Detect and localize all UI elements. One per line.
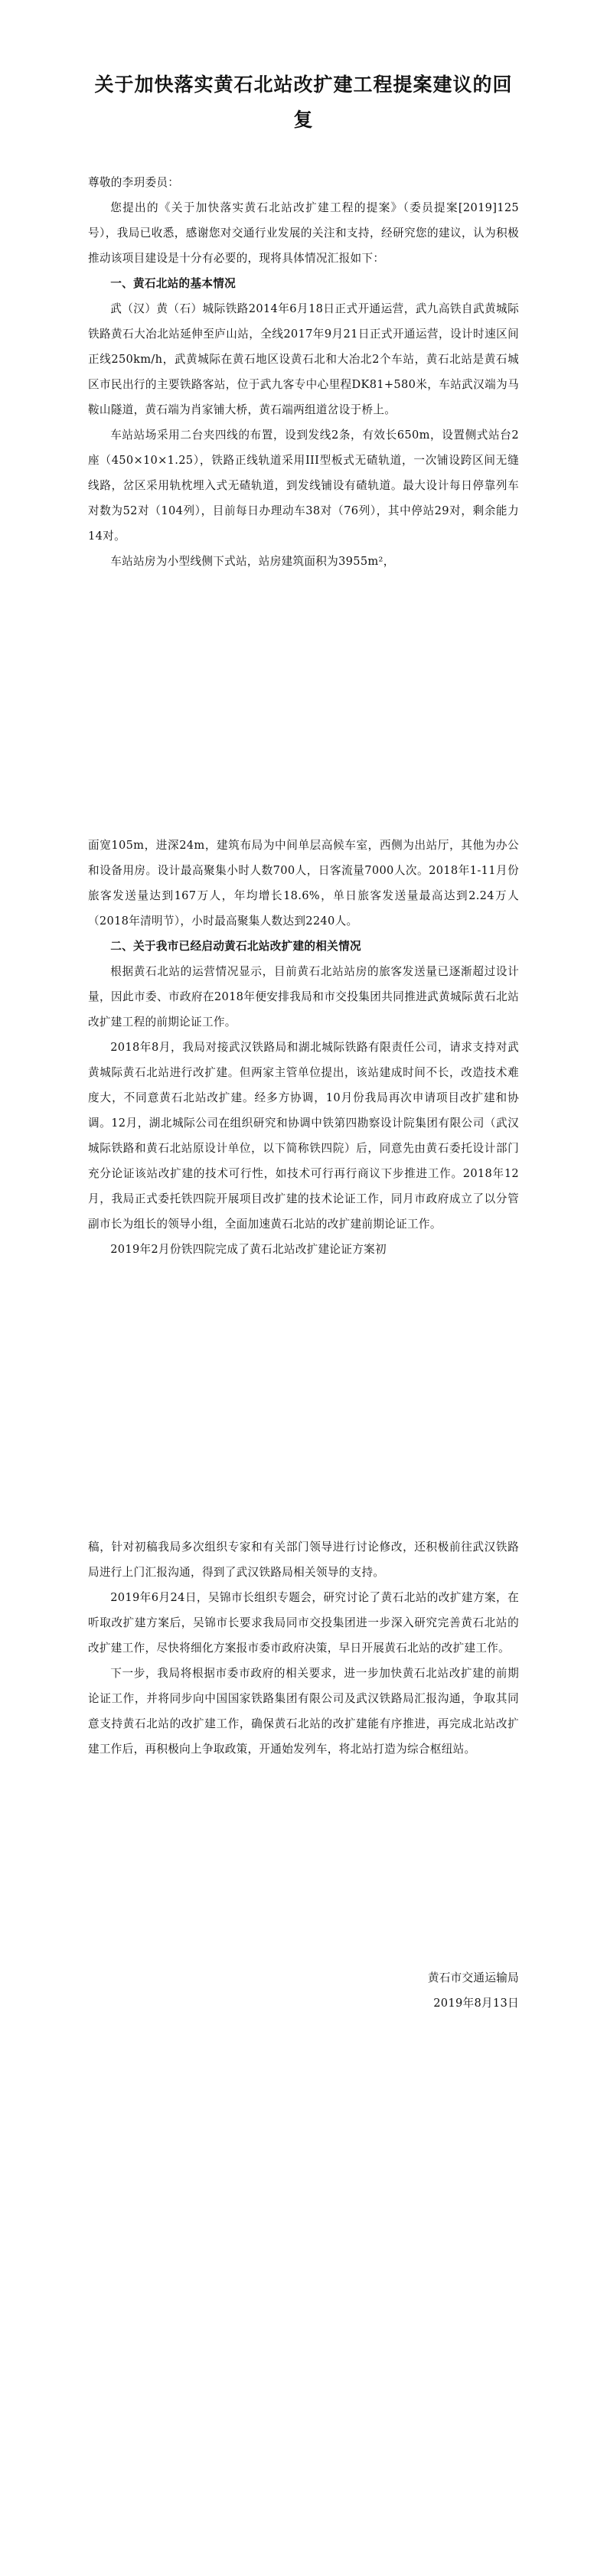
signature-organization: 黄石市交通运输局 [427, 1971, 519, 1984]
section-1-paragraph-1: 武（汉）黄（石）城际铁路2014年6月18日正式开通运营，武九高铁自武黄城际铁路黄石大冶北站延伸至庐山站，全线2017年9月21日正式开通运营，设计时速区间正线250km/h，武黄城际在黄石地区设黄石北和大冶北2个车站，黄石北站是黄石城区市民出行的主要铁路客站，位于武九客专中心里程DK81+580米，车站武汉端为马鞍山隧道，黄石端为肖家铺大桥，黄石端两组道岔设于桥上。 [88, 302, 519, 416]
section-1-paragraph-3-start: 车站站房为小型线侧下式站，站房建筑面积为3955m²， [110, 555, 395, 568]
section-1-heading: 一、黄石北站的基本情况 [110, 277, 237, 290]
section-2-paragraph-4: 2019年6月24日，吴锦市长组织专题会，研究讨论了黄石北站的改扩建方案，在听取改扩建方案后，吴锦市长要求我局同市交投集团进一步深入研究完善黄石北站的改扩建工作，尽快将细化方案报市委市政府决策，早日开展黄石北站的改扩建工作。 [88, 1591, 519, 1655]
document-title: 关于加快落实黄石北站改扩建工程提案建议的回复 [94, 73, 513, 131]
signature-date: 2019年8月13日 [433, 1997, 519, 2010]
content-page-2 [88, 833, 519, 1262]
content-page-3 [88, 1534, 519, 1762]
section-2-paragraph-3-start: 2019年2月份铁四院完成了黄石北站改扩建论证方案初 [110, 1243, 387, 1256]
section-2-heading: 二、关于我市已经启动黄石北站改扩建的相关情况 [110, 940, 361, 953]
section-2-paragraph-3-continued: 稿，针对初稿我局多次组织专家和有关部门领导进行讨论修改，还积极前往武汉铁路局进行上门汇报沟通，得到了武汉铁路局相关领导的支持。 [88, 1541, 519, 1579]
intro-paragraph: 您提出的《关于加快落实黄石北站改扩建工程的提案》（委员提案[2019]125号），我局已收悉，感谢您对交通行业发展的关注和支持，经研究您的建议，认为积极推动该项目建设是十分有必要的，现将具体情况汇报如下： [88, 201, 519, 265]
section-2-paragraph-5: 下一步，我局将根据市委市政府的相关要求，进一步加快黄石北站改扩建的前期论证工作，并将同步向中国国家铁路集团有限公司及武汉铁路局汇报沟通，争取其同意支持黄石北站的改扩建工作，确保黄石北站的改扩建能有序推进，再完成北站改扩建工作后，再积极向上争取政策，开通始发列车，将北站打造为综合枢纽站。 [88, 1667, 519, 1756]
content-page-1 [88, 170, 519, 574]
section-2-paragraph-1: 根据黄石北站的运营情况显示，目前黄石北站站房的旅客发送量已逐渐超过设计量，因此市委、市政府在2018年便安排我局和市交投集团共同推进武黄城际黄石北站改扩建工程的前期论证工作。 [88, 965, 519, 1029]
section-1-paragraph-3-continued: 面宽105m，进深24m，建筑布局为中间单层高候车室，西侧为出站厅，其他为办公和设备用房。设计最高聚集小时人数700人，日客流量7000人次。2018年1-11月份旅客发送量达到167万人，年均增长18.6%，单日旅客发送量最高达到2.24万人（2018年清明节），小时最高聚集人数达到2240人。 [88, 839, 519, 928]
section-1-paragraph-2: 车站站场采用二台夹四线的布置，设到发线2条，有效长650m，设置侧式站台2座（450×10×1.25），铁路正线轨道采用III型板式无碴轨道，一次铺设跨区间无缝线路，岔区采用轨枕埋入式无碴轨道，到发线铺设有碴轨道。最大设计每日停靠列车对数为52对（104列），目前每日办理动车38对（76列），其中停站29对，剩余能力14对。 [88, 429, 519, 543]
signature-block [88, 1965, 519, 2016]
section-2-paragraph-2: 2018年8月，我局对接武汉铁路局和湖北城际铁路有限责任公司，请求支持对武黄城际黄石北站进行改扩建。但两家主管单位提出，该站建成时间不长，改造技术难度大，不同意黄石北站改扩建。经多方协调，10月份我局再次申请项目改扩建和协调。12月，湖北城际公司在组织研究和协调中铁第四勘察设计院集团有限公司（武汉城际铁路和黄石北站原设计单位，以下简称铁四院）后，同意先由黄石委托设计部门充分论证该站改扩建的技术可行性，如技术可行再行商议下步推进工作。2018年12月，我局正式委托铁四院开展项目改扩建的技术论证工作，同月市政府成立了以分管副市长为组长的领导小组，全面加速黄石北站的改扩建前期论证工作。 [88, 1041, 519, 1231]
salutation: 尊敬的李玥委员： [88, 176, 180, 189]
